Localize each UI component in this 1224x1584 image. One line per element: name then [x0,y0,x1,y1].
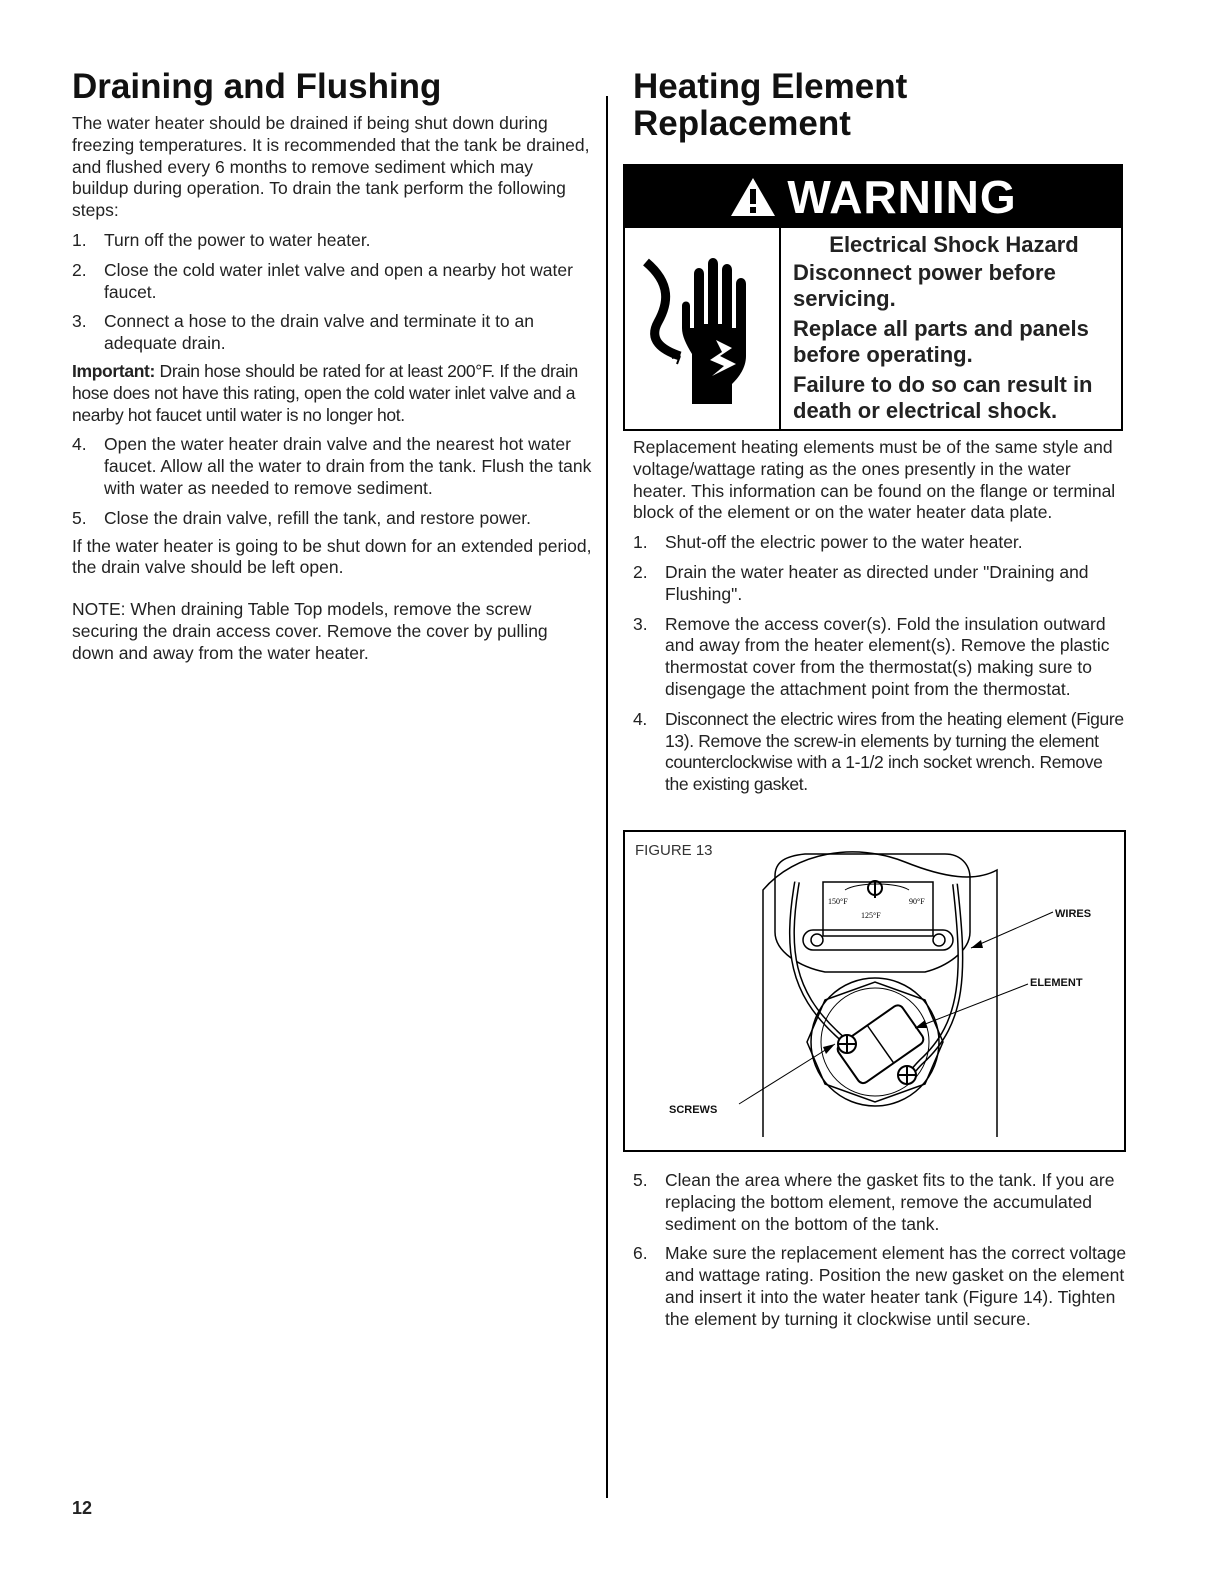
heading-line-1: Heating Element [633,67,908,106]
list-item: 4. Disconnect the electric wires from the heating element (Figure 13). Remove the screw-in elements by turning the element counterclockwise with a 1-1/2 inch socket wrench. Remove the existing gasket. [633,708,1124,795]
draining-steps-list-continued [72,434,594,529]
section-heading-draining: Draining and Flushing [72,67,442,106]
section-heading-element [633,68,1129,142]
element-intro: Replacement heating elements must be of the same style and voltage/wattage rating as the ones presently in the water heater. This information can be found on the flange or terminal block of the element or on the water heater data plate. [633,437,1116,523]
element-steps-list [633,532,1129,796]
shutdown-paragraph: If the water heater is going to be shut down for an extended period, the drain valve should be left open. [72,535,592,578]
list-item: 4. Open the water heater drain valve and the nearest hot water faucet. Allow all the water to drain from the tank. Flush the tank with water as needed to remove sediment. [72,434,592,498]
right-column [633,68,1129,796]
warning-line-replace: Replace all parts and panels before operating. [793,316,1089,367]
list-item: 5. Close the drain valve, refill the tank, and restore power. [72,507,532,528]
warning-header [625,166,1121,228]
electrical-shock-hand-icon [632,244,772,414]
list-item: 5. Clean the area where the gasket fits to the tank. If you are replacing the bottom element, remove the accumulated sediment on the bottom of the tank. [633,1170,1115,1234]
list-item: 3. Connect a hose to the drain valve and terminate it to an adequate drain. [72,311,534,354]
list-item: 6. Make sure the replacement element has the correct voltage and wattage rating. Position the new gasket on the element and insert it into the water heater tank (Figure 14). Tighten the element by turning it clockwise until secure. [633,1243,1127,1329]
important-note [72,361,594,426]
important-label: Important: [72,360,156,381]
list-item: 3. Remove the access cover(s). Fold the insulation outward and away from the heater element(s). Remove the plastic thermostat cover from the thermostat(s) making sure to disengage the attachment point from the thermostat. [633,613,1110,699]
important-text: Drain hose should be rated for at least 200°F. If the drain hose does not have this rating, open the cold water inlet valve and a nearby hot faucet until water is no longer hot. [72,360,578,425]
warning-line-disconnect: Disconnect power before servicing. [793,260,1056,311]
heading-line-2: Replacement [633,104,851,143]
list-item: 1. Turn off the power to water heater. [72,229,371,250]
list-item: 2. Drain the water heater as directed under "Draining and Flushing". [633,561,1089,604]
list-item: 2. Close the cold water inlet valve and open a nearby hot water faucet. [72,259,573,302]
warning-hazard-title: Electrical Shock Hazard [829,232,1079,257]
warning-line-failure: Failure to do so can result in death or electrical shock. [793,372,1093,423]
callout-wires: WIRES [1055,908,1092,920]
dial-label-right: 90°F [909,897,925,906]
callout-element: ELEMENT [1030,977,1083,989]
warning-title: WARNING [787,171,1017,223]
callout-screws: SCREWS [669,1104,718,1116]
list-item: 1. Shut-off the electric power to the water heater. [633,532,1023,553]
draining-steps-list [72,230,594,355]
draining-intro: The water heater should be drained if being shut down during freezing temperatures. It is recommended that the tank be drained, and flushed every 6 months to remove sediment which may buildup during operation. To drain the tank perform the following steps: [72,113,590,221]
column-divider [606,96,608,1498]
figure-label: FIGURE 13 [635,842,713,859]
heating-element-diagram [625,832,1124,1150]
element-steps-continued [633,1162,1129,1331]
left-column [72,68,594,665]
dial-label-left: 150°F [828,897,848,906]
figure-13 [623,830,1126,1152]
warning-box [623,164,1123,431]
warning-triangle-icon [729,176,777,218]
dial-label-bottom: 125°F [861,911,881,920]
table-top-note: NOTE: When draining Table Top models, remove the screw securing the drain access cover. Remove the cover by pulling down and away from the water heater. [72,599,548,663]
page-number: 12 [72,1498,93,1518]
